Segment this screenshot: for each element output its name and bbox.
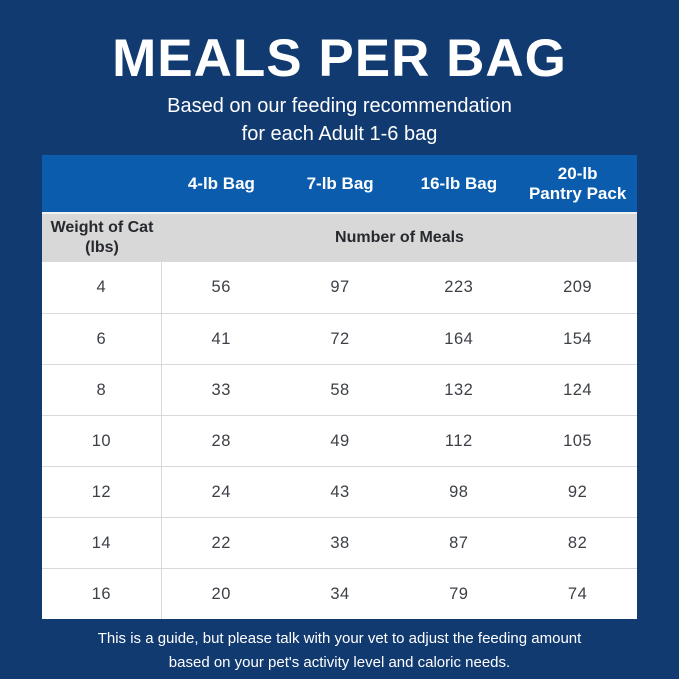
meals-cell: 74 — [567, 584, 588, 603]
header-label: 4-lb Bag — [187, 173, 255, 193]
header-cell-20lb-pantry-pack — [518, 155, 637, 212]
weight-cell: 14 — [42, 518, 162, 568]
meals-cell: 164 — [444, 329, 474, 348]
footer-line2: based on your pet's activity level and caloric needs. — [168, 654, 511, 671]
meals-cell: 124 — [563, 380, 593, 399]
meals-cell: 223 — [444, 278, 474, 296]
meals-cell: 20 — [211, 584, 231, 603]
row-header-line2: (lbs) — [85, 239, 119, 256]
table-row — [42, 364, 637, 415]
table-row — [42, 517, 637, 568]
meals-cell: 209 — [563, 278, 593, 296]
meals-cell: 72 — [330, 329, 350, 348]
table-row — [42, 262, 637, 313]
meals-cell: 87 — [449, 533, 469, 552]
subtitle-line2: for each Adult 1-6 bag — [241, 123, 438, 145]
header-cell-16lb-bag — [400, 155, 519, 212]
header-label-line2: Pantry Pack — [528, 183, 627, 203]
row-header-line1: Weight of Cat — [50, 219, 154, 236]
meals-cell: 38 — [330, 533, 350, 552]
meals-cell: 97 — [330, 278, 350, 296]
footer-note — [0, 627, 679, 675]
weight-cell: 10 — [42, 416, 162, 466]
meals-cell: 58 — [330, 380, 350, 399]
header-cell-4lb-bag — [162, 155, 281, 212]
meals-cell: 154 — [563, 329, 593, 348]
meals-cell: 105 — [563, 431, 593, 450]
weight-cell: 4 — [42, 262, 162, 313]
table-subheader-row — [42, 212, 637, 262]
meals-cell: 28 — [211, 431, 231, 450]
meals-cell: 132 — [444, 380, 474, 399]
meals-table — [42, 155, 637, 619]
header-label: 20-lb — [557, 163, 598, 183]
meals-cell: 43 — [330, 482, 350, 501]
table-row — [42, 415, 637, 466]
meals-cell: 33 — [211, 380, 231, 399]
meals-cell: 98 — [449, 482, 469, 501]
meals-cell: 56 — [211, 278, 231, 296]
weight-cell: 16 — [42, 569, 162, 619]
meals-cell: 82 — [567, 533, 588, 552]
meals-cell: 34 — [330, 584, 350, 603]
table-body — [42, 262, 637, 619]
header-label: 7-lb Bag — [306, 173, 374, 193]
row-header-weight-of-cat — [42, 214, 162, 262]
meals-cell: 92 — [567, 482, 588, 501]
page-title: MEALS PER BAG — [112, 29, 567, 88]
meals-cell: 49 — [330, 431, 350, 450]
meals-cell: 24 — [211, 482, 231, 501]
weight-cell: 12 — [42, 467, 162, 517]
header-cell-7lb-bag — [281, 155, 400, 212]
table-row — [42, 313, 637, 364]
footer-line1: This is a guide, but please talk with your vet to adjust the feeding amount — [97, 630, 582, 647]
header-label: 16-lb Bag — [420, 173, 498, 193]
meals-cell: 112 — [444, 431, 473, 450]
weight-cell: 8 — [42, 365, 162, 415]
number-of-meals-header: Number of Meals — [335, 229, 464, 246]
meals-cell: 41 — [211, 329, 231, 348]
weight-cell: 6 — [42, 314, 162, 364]
table-row — [42, 466, 637, 517]
meals-cell: 79 — [449, 584, 469, 603]
subtitle-line1: Based on our feeding recommendation — [167, 95, 512, 117]
table-row — [42, 568, 637, 619]
subtitle — [0, 92, 679, 148]
table-header-row — [42, 155, 637, 212]
meals-cell: 22 — [211, 533, 231, 552]
header-cell-empty — [42, 155, 162, 212]
